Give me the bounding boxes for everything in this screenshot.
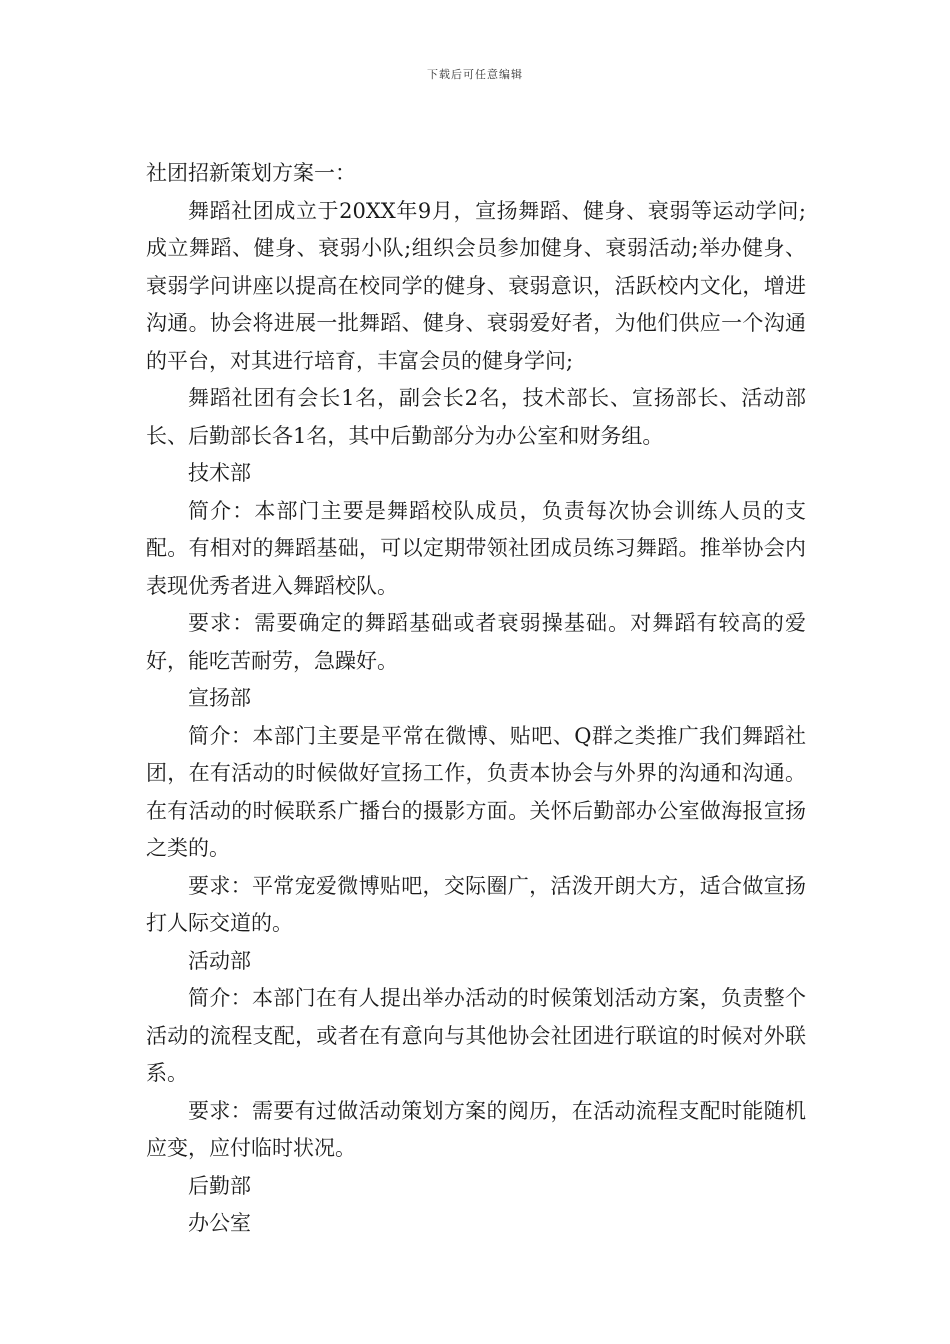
document-body [146,155,806,1243]
document-title: 社团招新策划方案一： [146,161,356,185]
section-heading-publicity: 宣扬部 [188,686,251,710]
paragraph-tech-intro: 简介：本部门主要是舞蹈校队成员，负责每次协会训练人员的支配。有相对的舞蹈基础，可以定期带领社团成员练习舞蹈。推举协会内表现优秀者进入舞蹈校队。 [146,498,806,598]
paragraph-activities-intro: 简介：本部门在有人提出举办活动的时候策划活动方案，负责整个活动的流程支配，或者在有意向与其他协会社团进行联谊的时候对外联系。 [146,986,806,1085]
section-heading-activities: 活动部 [188,948,251,973]
page-header-note: 下载后可任意编辑 [427,68,523,81]
section-heading-tech: 技术部 [188,461,251,485]
paragraph-structure: 舞蹈社团有会长1名，副会长2名，技术部长、宣扬部长、活动部长、后勤部长各1名，其中后勤部分为办公室和财务组。 [146,386,806,448]
paragraph-intro: 舞蹈社团成立于20XX年9月，宣扬舞蹈、健身、衰弱等运动学问;成立舞蹈、健身、衰弱小队;组织会员参加健身、衰弱活动;举办健身、衰弱学问讲座以提高在校同学的健身、衰弱意识，活跃校内文化，增进沟通。协会将进展一批舞蹈、健身、衰弱爱好者，为他们供应一个沟通的平台，对其进行培育，丰富会员的健身学问; [146,198,806,373]
paragraph-activities-requirements: 要求：需要有过做活动策划方案的阅历，在活动流程支配时能随机应变，应付临时状况。 [146,1098,806,1160]
paragraph-tech-requirements: 要求：需要确定的舞蹈基础或者衰弱操基础。对舞蹈有较高的爱好，能吃苦耐劳，急躁好。 [146,611,806,673]
paragraph-publicity-requirements: 要求：平常宠爱微博贴吧，交际圈广，活泼开朗大方，适合做宣扬打人际交道的。 [146,873,806,935]
section-heading-office: 办公室 [188,1211,251,1235]
paragraph-publicity-intro: 简介：本部门主要是平常在微博、贴吧、Q群之类推广我们舞蹈社团，在有活动的时候做好宣扬工作，负责本协会与外界的沟通和沟通。在有活动的时候联系广播台的摄影方面。关怀后勤部办公室做海报宣扬之类的。 [146,723,806,860]
section-heading-logistics: 后勤部 [188,1173,251,1198]
